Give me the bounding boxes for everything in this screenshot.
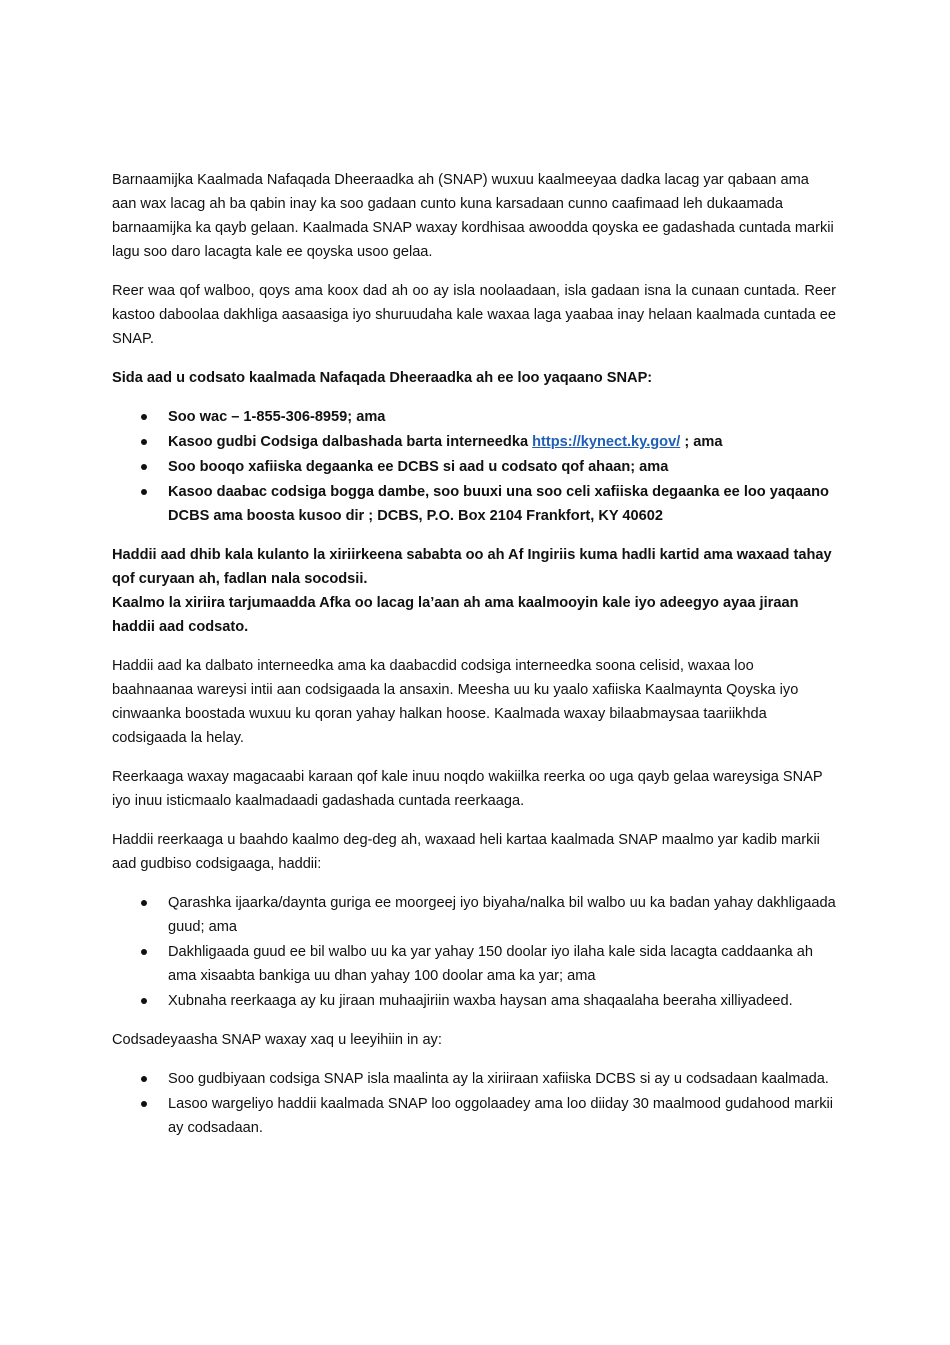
apply-online-text: Kasoo gudbi Codsiga dalbashada barta interneedka	[168, 434, 533, 450]
list-item	[112, 455, 836, 479]
bullet-icon	[141, 489, 147, 495]
emergency-conditions-list	[112, 891, 836, 1013]
list-item	[112, 1067, 836, 1091]
kynect-link[interactable]: https://kynect.ky.gov/	[532, 434, 681, 450]
apply-office-text: Soo booqo xafiiska degaanka ee DCBS si aad u codsato qof ahaan; ama	[168, 459, 669, 475]
condition-text: Qarashka ijaarka/daynta guriga ee moorgeej iyo biyaha/nalka bil walbo uu ka badan yahay dakhligaada guud; ama	[168, 895, 836, 935]
bullet-icon	[141, 464, 147, 470]
notice-language-disability: Haddii aad dhib kala kulanto la xiriirkeena sababta oo ah Af Ingiriis kuma hadli kartid ama waxaad tahay qof curyaan ah, fadlan nala socodsii.	[112, 547, 832, 587]
condition-text: Dakhligaada guud ee bil walbo uu ka yar yahay 150 doolar iyo ilaha kale sida lacagta caddaanka ah ama xisaabta bankiga uu dhan yahay 100 doolar ama ka yar; ama	[168, 944, 814, 984]
list-item	[112, 405, 836, 429]
intro-paragraph: Barnaamijka Kaalmada Nafaqada Dheeraadka ah (SNAP) wuxuu kaalmeeyaa dadka lacag yar qabaan ama aan wax lacag ah ba qabin inay ka soo gadaan cunto kuna karsadaan cunno caafimaad leh dukaamada barnaamijka ka qayb gelaan. Kaalmada SNAP waxay kordhisaa awoodda qoyska ee gadashada cuntada markii lagu soo daro lacagta kale ee qoyska usoo gelaa.	[112, 172, 834, 260]
apply-methods-list	[112, 405, 836, 528]
emergency-paragraph: Haddii reerkaaga u baahdo kaalmo deg-deg ah, waxaad heli kartaa kaalmada SNAP maalmo yar kadib markii aad gudbiso codsigaaga, haddii:	[112, 832, 820, 872]
online-paragraph: Haddii aad ka dalbato interneedka ama ka daabacdid codsiga interneedka soona celisid, waxaa loo baahnaanaa wareysi intii aan codsigaada la ansaxin. Meesha uu ku yaalo xafiiska Kaalmaynta Qoyska iyo cinwaanka boostada wuxuu ku qoran yahay halkan hoose. Kaalmada waxay bilaabmaysaa taariikhda codsigaada la helay.	[112, 658, 799, 746]
list-item	[112, 1092, 836, 1140]
right-text: Lasoo wargeliyo haddii kaalmada SNAP loo oggolaadey ama loo diiday 30 maalmood gudahood markii ay codsadaan.	[168, 1096, 833, 1136]
applicants-heading: Codsadeyaasha SNAP waxay xaq u leeyihiin in ay:	[112, 1032, 442, 1048]
document-page	[112, 168, 836, 1155]
notice-free-translation: Kaalmo la xiriira tarjumaadda Afka oo lacag la’aan ah ama kaalmooyin kale iyo adeegyo ayaa jiraan haddii aad codsato.	[112, 595, 799, 635]
apply-call-text: Soo wac – 1-855-306-8959; ama	[168, 409, 386, 425]
bullet-icon	[141, 1101, 147, 1107]
assistance-notice	[112, 543, 836, 639]
list-item	[112, 480, 836, 528]
list-item	[112, 430, 836, 454]
bullet-icon	[141, 1076, 147, 1082]
howto-heading: Sida aad u codsato kaalmada Nafaqada Dheeraadka ah ee loo yaqaano SNAP:	[112, 370, 653, 386]
representative-paragraph: Reerkaaga waxay magacaabi karaan qof kale inuu noqdo wakiilka reerka oo uga qayb gelaa wareysiga SNAP iyo inuu isticmaalo kaalmadaadi gadashada cuntada reerkaaga.	[112, 769, 823, 809]
bullet-icon	[141, 439, 147, 445]
apply-online-suffix: ; ama	[680, 434, 723, 450]
apply-mail-text: Kasoo daabac codsiga bogga dambe, soo buuxi una soo celi xafiiska degaanka ee loo yaqaano DCBS ama boosta kusoo dir ; DCBS, P.O. Box 2104 Frankfort, KY 40602	[168, 484, 829, 524]
bullet-icon	[141, 900, 147, 906]
bullet-icon	[141, 998, 147, 1004]
list-item	[112, 940, 836, 988]
applicant-rights-list	[112, 1067, 836, 1140]
right-text: Soo gudbiyaan codsiga SNAP isla maalinta ay la xiriiraan xafiiska DCBS si ay u codsadaan kaalmada.	[168, 1071, 829, 1087]
eligibility-paragraph: Reer waa qof walboo, qoys ama koox dad ah oo ay isla noolaadaan, isla gadaan isna la cunaan cuntada. Reer kastoo daboolaa dakhliga aasaasiga iyo shuruudaha kale waxaa laga yaabaa inay helaan kaalmada cuntada ee SNAP.	[112, 283, 836, 347]
condition-text: Xubnaha reerkaaga ay ku jiraan muhaajiriin waxba haysan ama shaqaalaha beeraha xilliyadeed.	[168, 993, 793, 1009]
list-item	[112, 891, 836, 939]
bullet-icon	[141, 949, 147, 955]
list-item	[112, 989, 836, 1013]
bullet-icon	[141, 414, 147, 420]
